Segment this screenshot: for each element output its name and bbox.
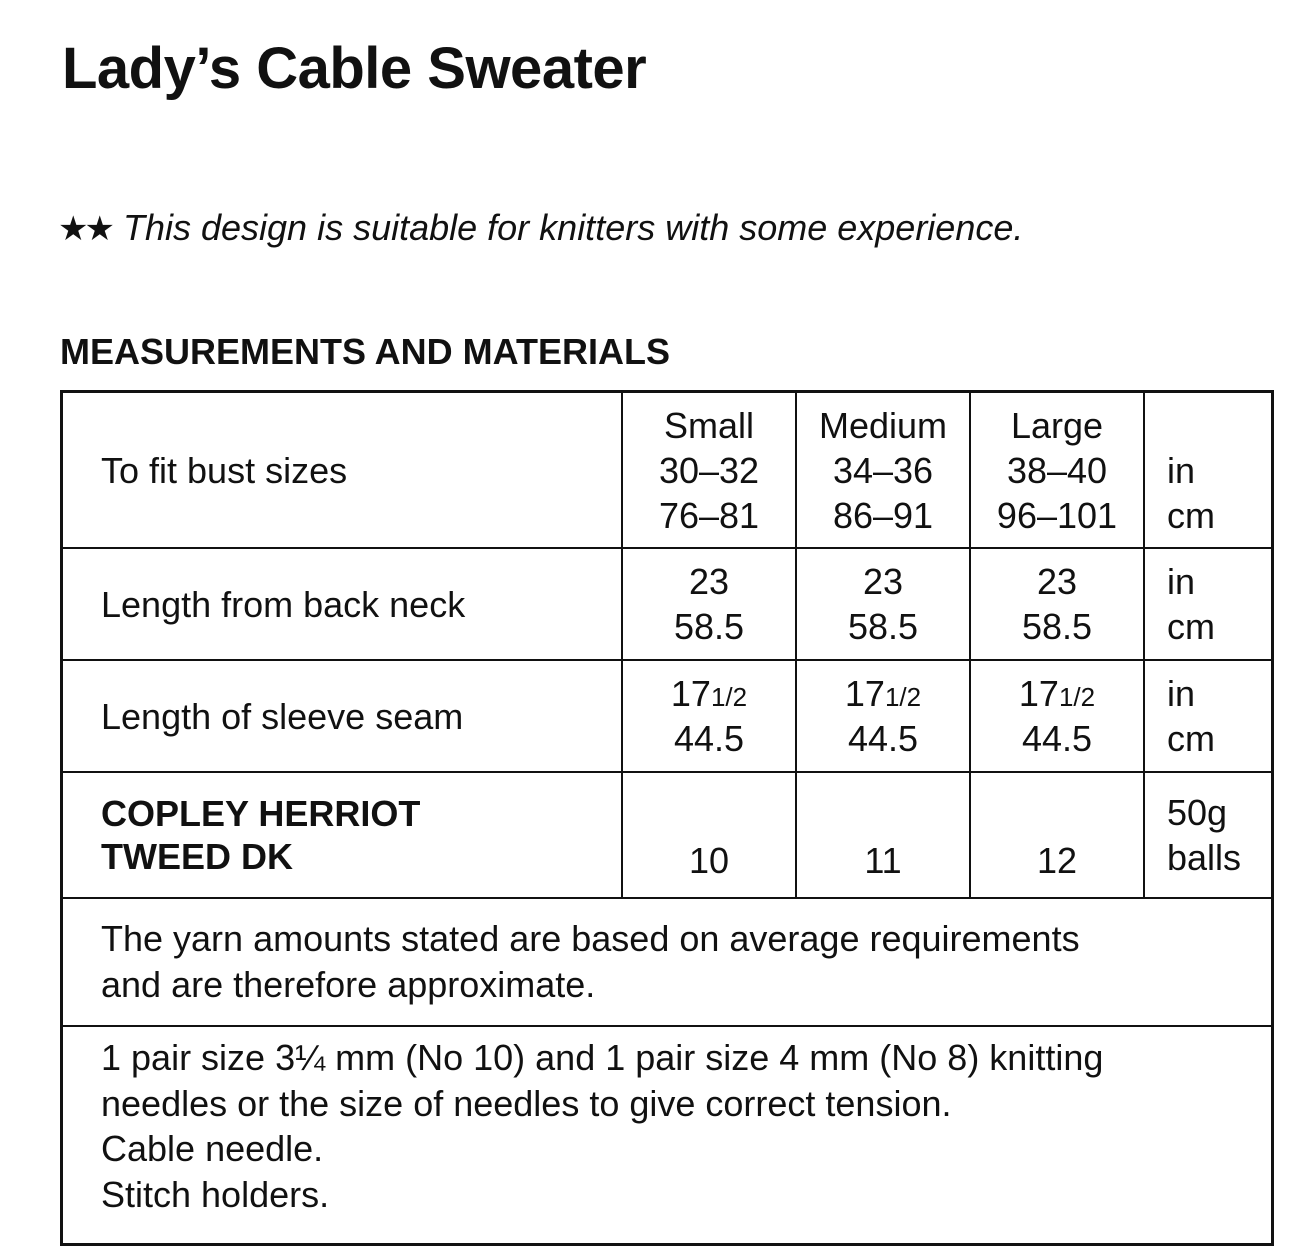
- yarn-cell-large: 12: [970, 772, 1144, 898]
- unit-cell: [1144, 548, 1273, 660]
- yarn-cell-medium: 11: [796, 772, 970, 898]
- size-cm: 96–101: [996, 494, 1118, 536]
- sleeve-label: Length of sleeve seam: [62, 660, 623, 772]
- yarn-label: COPLEY HERRIOT TWEED DK: [62, 772, 623, 898]
- bust-label: To fit bust sizes: [62, 392, 623, 549]
- value-in: 23: [862, 561, 904, 602]
- experience-rating: [58, 208, 1023, 248]
- length-cell-small: [622, 548, 796, 660]
- value-in: 171/2: [844, 673, 922, 714]
- rating-text: This design is suitable for knitters with some experience.: [122, 207, 1024, 248]
- table-row: [62, 1026, 1273, 1245]
- measurements-table: [60, 390, 1274, 1246]
- unit-in: in: [1167, 561, 1196, 602]
- unit-cell: [1144, 660, 1273, 772]
- table-row: [62, 660, 1273, 772]
- section-heading: MEASUREMENTS AND MATERIALS: [60, 331, 670, 372]
- value-cm: 44.5: [673, 718, 745, 759]
- value-in: 171/2: [1018, 673, 1096, 714]
- size-name: Medium: [818, 404, 948, 446]
- value-cm: 58.5: [847, 606, 919, 647]
- length-cell-large: [970, 548, 1144, 660]
- unit-in: in: [1167, 449, 1196, 491]
- unit-cm: cm: [1167, 494, 1215, 536]
- size-name: Small: [663, 404, 755, 446]
- unit-cell: [1144, 392, 1273, 549]
- sleeve-cell-small: [622, 660, 796, 772]
- sleeve-cell-medium: [796, 660, 970, 772]
- unit-cell: 50g balls: [1144, 772, 1273, 898]
- value-in: 23: [1036, 561, 1078, 602]
- unit-cm: cm: [1167, 606, 1215, 647]
- size-in: 38–40: [1006, 449, 1108, 491]
- table-row: [62, 772, 1273, 898]
- table-row: [62, 898, 1273, 1026]
- needles-materials: 1 pair size 3¼ mm (No 10) and 1 pair size 4 mm (No 8) knitting needles or the size of needles to give correct tension. Cable needle. Stitch holders.: [62, 1026, 1273, 1245]
- sleeve-cell-large: [970, 660, 1144, 772]
- yarn-cell-small: 10: [622, 772, 796, 898]
- size-name: Large: [1010, 404, 1104, 446]
- size-in: 30–32: [658, 449, 760, 491]
- unit-in: in: [1167, 673, 1196, 714]
- length-label: Length from back neck: [62, 548, 623, 660]
- table-row: [62, 392, 1273, 549]
- value-cm: 58.5: [673, 606, 745, 647]
- table-row: [62, 548, 1273, 660]
- value-cm: 58.5: [1021, 606, 1093, 647]
- size-cm: 76–81: [658, 494, 760, 536]
- value-in: 171/2: [670, 673, 748, 714]
- unit-cm: cm: [1167, 718, 1215, 759]
- size-cm: 86–91: [832, 494, 934, 536]
- size-cell-small: [622, 392, 796, 549]
- size-cell-medium: [796, 392, 970, 549]
- size-in: 34–36: [832, 449, 934, 491]
- value-cm: 44.5: [1021, 718, 1093, 759]
- size-cell-large: [970, 392, 1144, 549]
- value-cm: 44.5: [847, 718, 919, 759]
- yarn-note: The yarn amounts stated are based on average requirements and are therefore approximate.: [62, 898, 1273, 1026]
- star-icon: ★★: [58, 210, 111, 248]
- length-cell-medium: [796, 548, 970, 660]
- value-in: 23: [688, 561, 730, 602]
- page-title: Lady’s Cable Sweater: [62, 36, 647, 101]
